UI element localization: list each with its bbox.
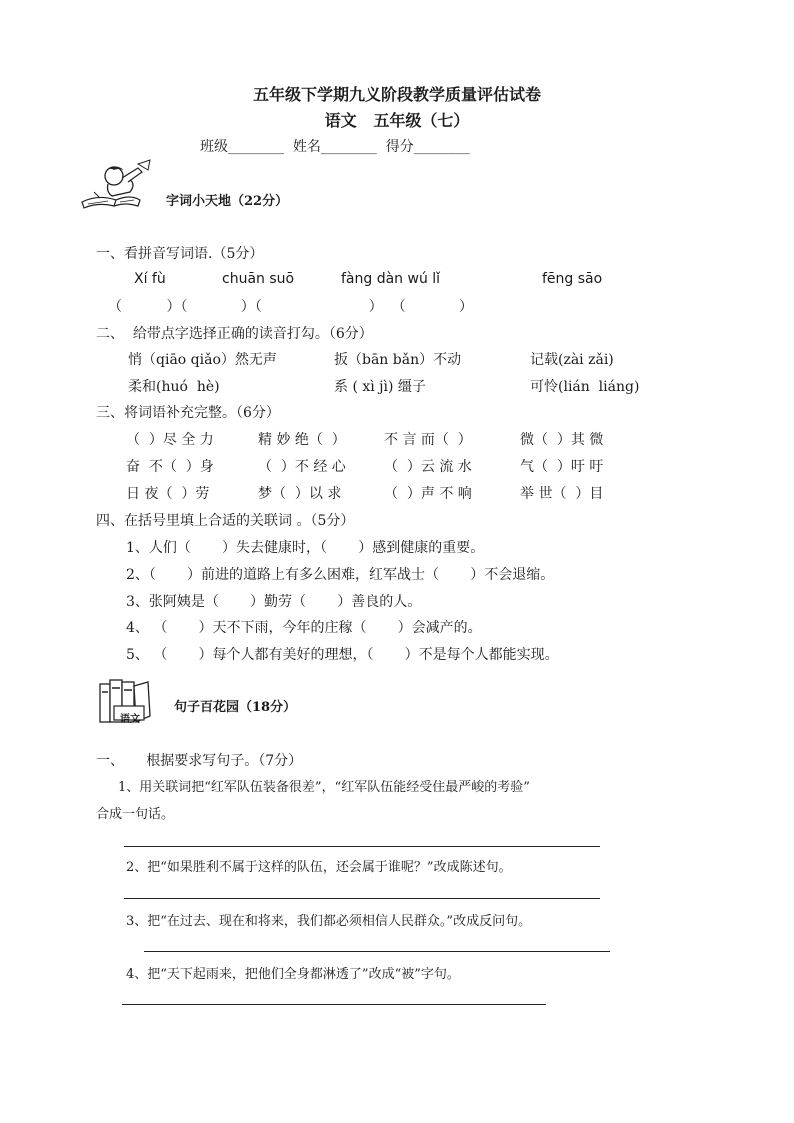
question-3-title: 三、将词语补充完整。（6分） (96, 405, 280, 421)
student-info-line: 班级________ 姓名________ 得分________ (200, 139, 470, 155)
question-4-title: 四、在括号里填上合适的关联词 。（5分） (96, 513, 355, 529)
conjunction-item-2: 2、（ ）前进的道路上有多么困难，红军战士（ ）不会退缩。 (126, 567, 555, 583)
reading-choice: 可怜(lián liáng) (530, 379, 640, 395)
reading-choice: 悄（qiāo qiǎo）然无声 (128, 352, 277, 368)
answer-line[interactable] (124, 846, 600, 847)
page-title: 五年级下学期九义阶段教学质量评估试卷 (252, 85, 541, 104)
conjunction-item-1: 1、人们（ ）失去健康时，（ ）感到健康的重要。 (126, 540, 485, 556)
book-label: 语文 (120, 714, 140, 725)
idiom-item: 微（ ）其 微 (520, 432, 604, 448)
pinyin-3: fàng dàn wú lǐ (341, 271, 441, 287)
idiom-item: 举 世（ ）目 (520, 486, 604, 502)
answer-brackets: （ ）（ ）（ ） （ ） (108, 299, 474, 315)
idiom-item: 气（ ）吁 吁 (520, 459, 604, 475)
page-subtitle: 语文 五年级（七） (324, 111, 470, 130)
answer-line[interactable] (144, 951, 610, 952)
sentence-item-3: 3、把“在过去、现在和将来，我们都必须相信人民群众。”改成反问句。 (126, 914, 532, 929)
pinyin-1: Xí fù (134, 271, 166, 287)
reading-choice: 系 ( xì jì) 缰子 (334, 379, 426, 395)
conjunction-item-5: 5、 （ ）每个人都有美好的理想，（ ）不是每个人都能实现。 (126, 647, 559, 663)
pinyin-4: fēng sāo (542, 271, 603, 287)
reading-choice: 扳（bān bǎn）不动 (334, 352, 462, 368)
idiom-item: 奋 不（ ）身 (126, 459, 214, 475)
idiom-item: （ ）不 经 心 (258, 459, 346, 475)
sentence-item-4: 4、把“天下起雨来，把他们全身都淋透了”改成“被”字句。 (126, 967, 460, 982)
sentence-question-title: 一、 根据要求写句子。（7分） (96, 753, 303, 769)
conjunction-item-4: 4、 （ ）天不下雨，今年的庄稼（ ）会减产的。 (126, 620, 482, 636)
idiom-item: 不 言 而（ ） (384, 432, 472, 448)
answer-line[interactable] (124, 898, 600, 899)
reading-choice: 柔和(huó hè) (128, 379, 220, 395)
reading-child-icon (78, 158, 158, 210)
sentence-item-1: 1、用关联词把“红军队伍装备很差”，“红军队伍能经受住最严峻的考验” (118, 780, 530, 795)
question-1-title: 一、看拼音写词语.（5分） (96, 246, 264, 262)
sentence-item-1-cont: 合成一句话。 (96, 807, 175, 822)
idiom-item: （ ）云 流 水 (384, 459, 472, 475)
reading-choice: 记载(zài zǎi) (530, 352, 614, 368)
conjunction-item-3: 3、张阿姨是（ ）勤劳（ ）善良的人。 (126, 594, 422, 610)
idiom-item: 精 妙 绝（ ） (258, 432, 346, 448)
answer-line[interactable] (122, 1004, 546, 1005)
section-heading-sentences: 句子百花园（18分） (174, 700, 297, 715)
sentence-item-2: 2、把“如果胜利不属于这样的队伍，还会属于谁呢？”改成陈述句。 (126, 860, 512, 875)
idiom-item: 梦（ ）以 求 (258, 486, 342, 502)
question-2-title: 二、 给带点字选择正确的读音打勾。（6分） (96, 326, 373, 342)
idiom-item: 日 夜（ ）劳 (126, 486, 210, 502)
idiom-item: （ ）尽 全 力 (126, 432, 214, 448)
idiom-item: （ ）声 不 响 (384, 486, 472, 502)
pinyin-2: chuān suō (222, 271, 295, 287)
section-heading-words: 字词小天地（22分） (166, 194, 289, 209)
